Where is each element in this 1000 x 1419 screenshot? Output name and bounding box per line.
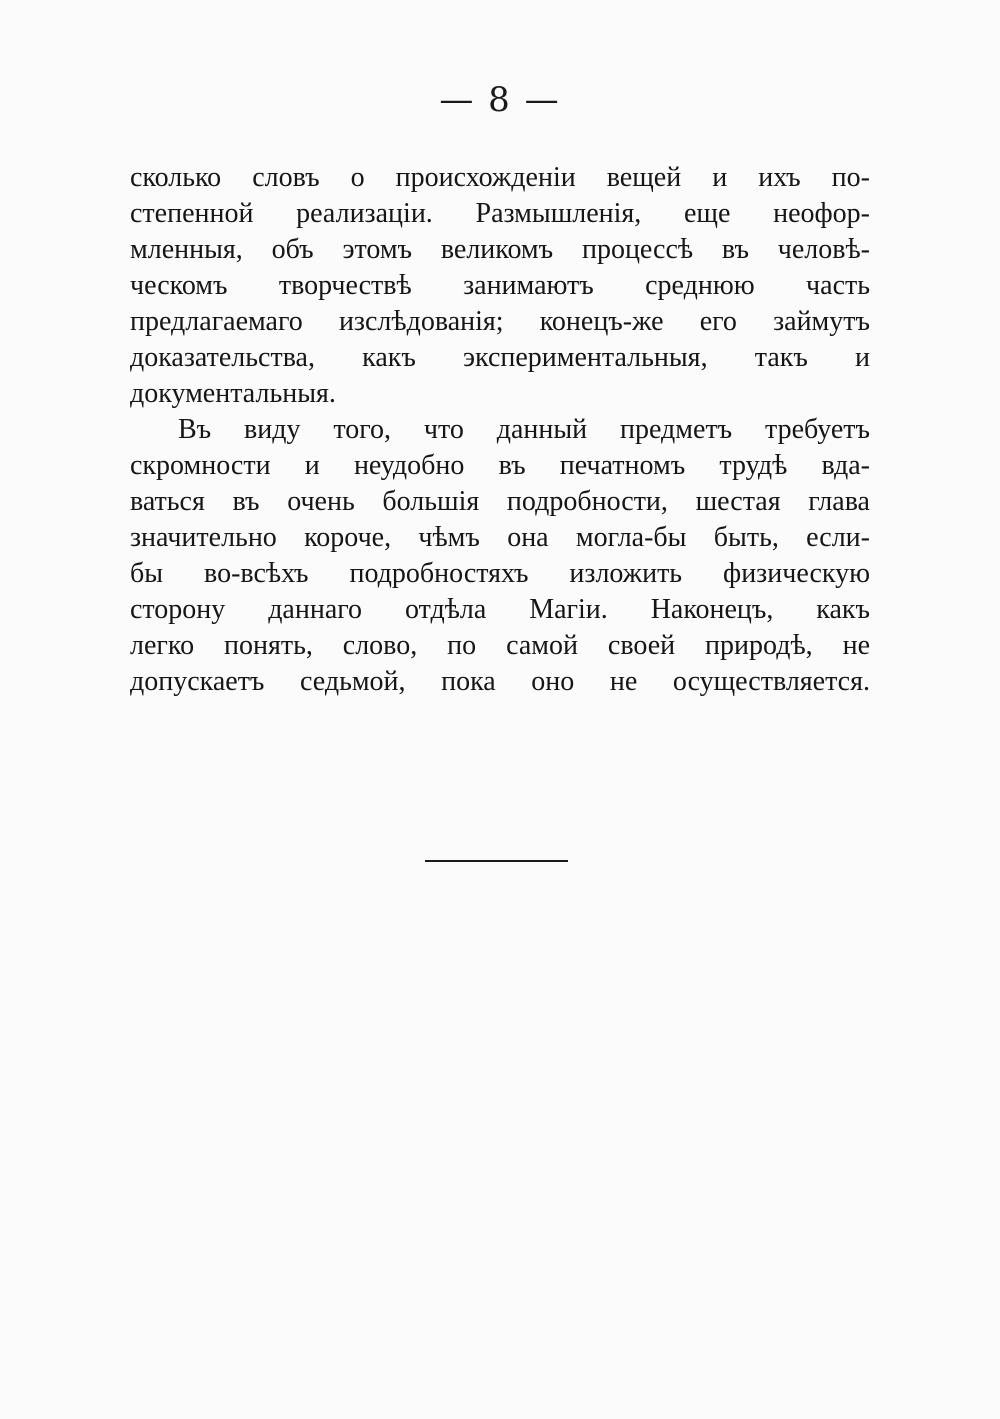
text-line: предлагаемаго изслѣдованія; конецъ-же его займутъ (130, 306, 870, 337)
text-line: мленныя, объ этомъ великомъ процессѣ въ человѣ- (130, 234, 870, 265)
text-line: степенной реализаціи. Размышленія, еще неофор- (130, 198, 870, 229)
text-line: Въ виду того, что данный предметъ требуетъ (178, 414, 870, 445)
paragraph-2 (130, 412, 870, 700)
text-line: доказательства, какъ экспериментальныя, такъ и (130, 342, 870, 373)
paragraph-1 (130, 160, 870, 412)
page-number: — 8 — (439, 80, 561, 120)
text-line: бы во-всѣхъ подробностяхъ изложить физическую (130, 558, 870, 589)
text-line: значительно короче, чѣмъ она могла-бы быть, если- (130, 522, 870, 553)
text-line: ческомъ творчествѣ занимаютъ среднюю часть (130, 270, 870, 301)
text-line: допускаетъ седьмой, пока оно не осуществляется. (130, 666, 870, 697)
text-line: ваться въ очень большія подробности, шестая глава (130, 486, 870, 517)
text-line: скромности и неудобно въ печатномъ трудѣ вда- (130, 450, 870, 481)
section-end-rule (425, 860, 568, 862)
text-line: сторону даннаго отдѣла Магіи. Наконецъ, какъ (130, 594, 870, 625)
text-line: легко понять, слово, по самой своей природѣ, не (130, 630, 870, 661)
body-text (130, 160, 870, 700)
text-line: сколько словъ о происхожденіи вещей и ихъ по- (130, 162, 870, 193)
text-line: документальныя. (130, 378, 336, 409)
